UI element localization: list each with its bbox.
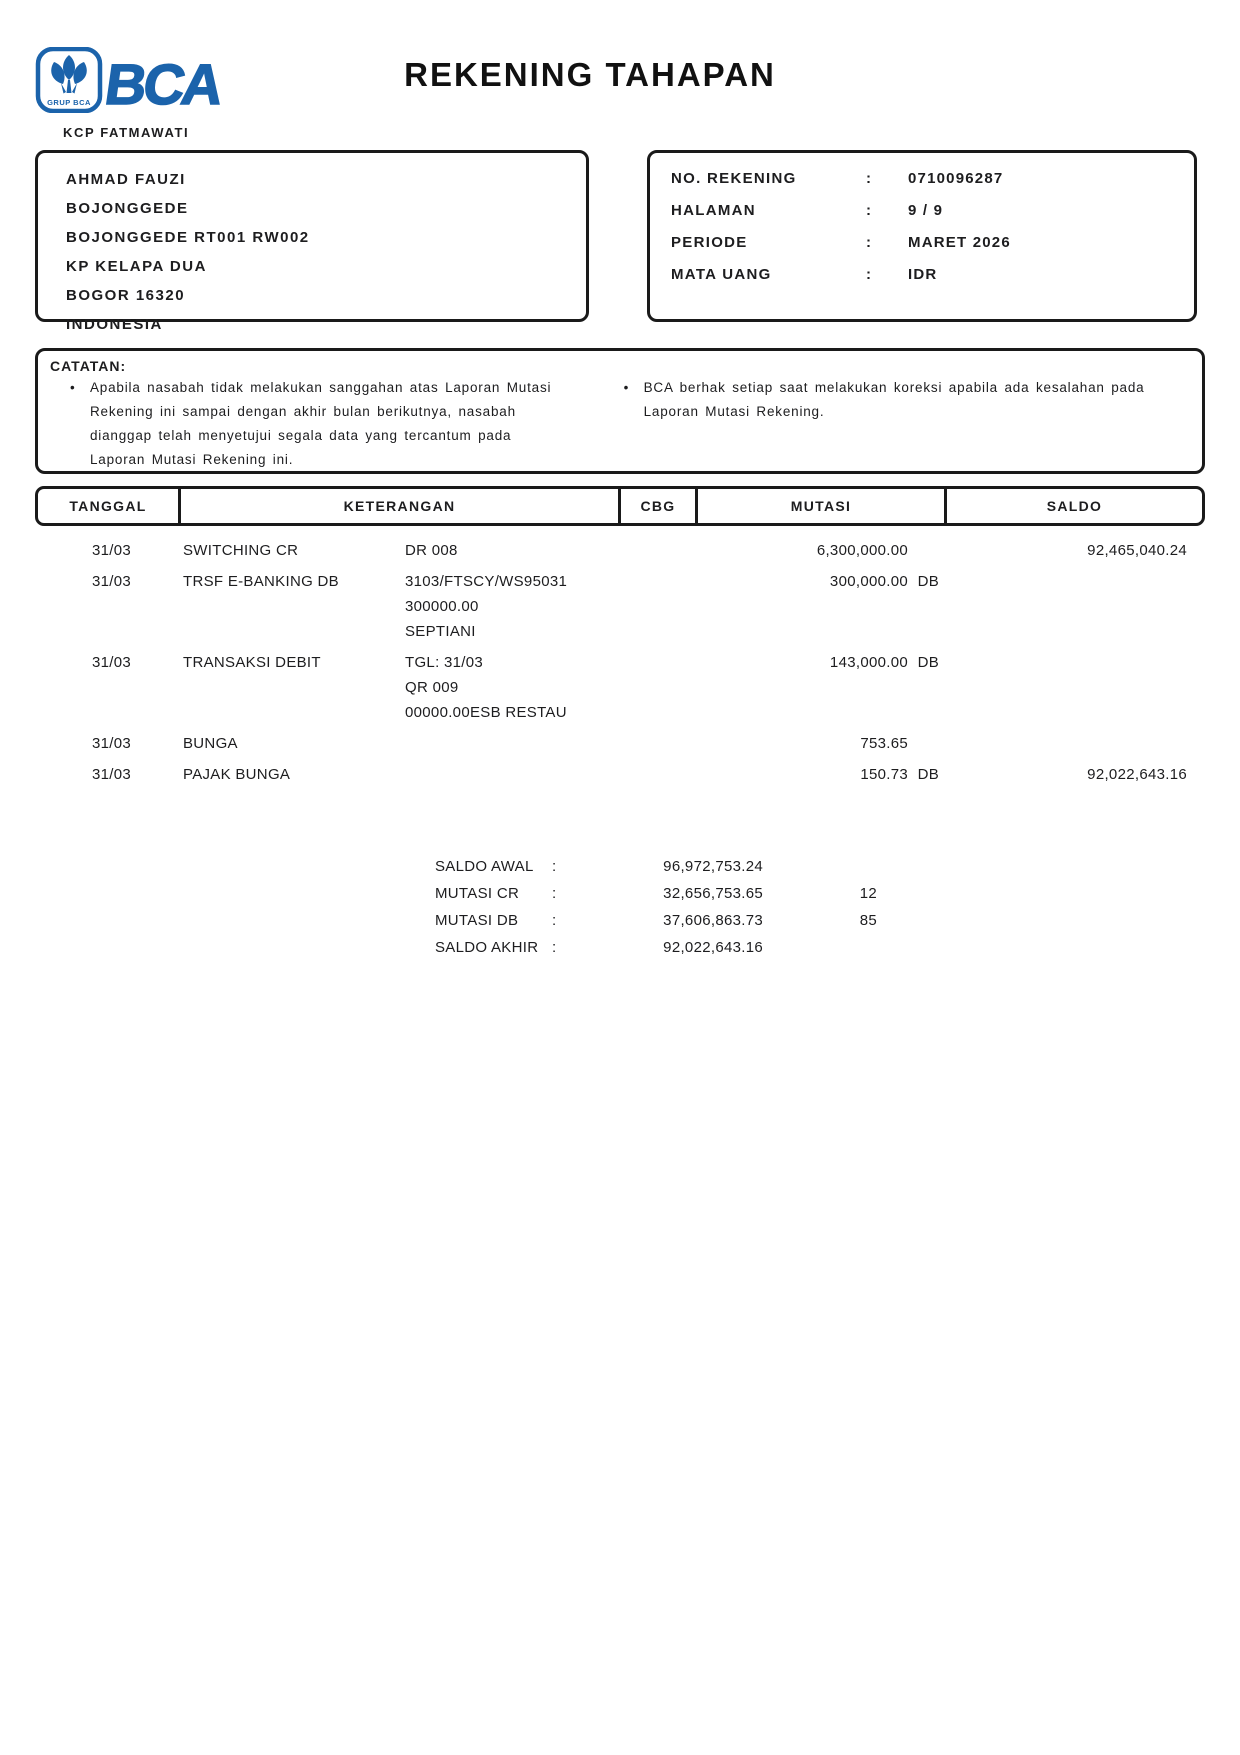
summary-count — [763, 853, 877, 880]
cell-mutasi-dbcr: DB — [917, 766, 939, 783]
notes-box — [35, 348, 1205, 474]
detail-line: SEPTIANI — [405, 623, 476, 640]
cell-detail — [405, 762, 735, 787]
customer-address-box — [35, 150, 589, 333]
cell-tanggal: 31/03 — [92, 573, 132, 590]
cell-saldo — [939, 569, 1187, 644]
table-row — [35, 569, 1205, 644]
detail-line: DR 008 — [405, 542, 458, 559]
customer-address-line: BOJONGGEDE — [66, 200, 189, 217]
cell-detail — [405, 569, 735, 644]
info-row — [35, 150, 1205, 333]
cell-mutasi-amount: 143,000.00 — [829, 654, 908, 671]
cell-detail — [405, 538, 735, 563]
column-header-mutasi: MUTASI — [698, 489, 947, 523]
account-info-value: IDR — [908, 266, 938, 283]
cell-tanggal: 31/03 — [92, 735, 132, 752]
notes-column-right — [624, 376, 1190, 472]
cell-keterangan: SWITCHING CR — [183, 542, 299, 559]
colon-separator: : — [552, 939, 557, 956]
cell-mutasi-dbcr: DB — [917, 573, 939, 590]
cell-tanggal: 31/03 — [92, 766, 132, 783]
cell-keterangan: TRSF E-BANKING DB — [183, 573, 339, 590]
colon-separator: : — [552, 885, 557, 902]
statement-header — [35, 0, 1205, 113]
summary-amount: 92,022,643.16 — [663, 939, 763, 956]
customer-address-line: KP KELAPA DUA — [66, 258, 207, 275]
table-row — [35, 762, 1205, 787]
detail-line: 3103/FTSCY/WS95031 — [405, 573, 568, 590]
account-info-row — [671, 259, 1194, 291]
column-header-tanggal: TANGGAL — [38, 489, 181, 523]
cell-keterangan: TRANSAKSI DEBIT — [183, 654, 321, 671]
account-info-label: NO. REKENING — [671, 170, 797, 187]
column-header-keterangan: KETERANGAN — [181, 489, 621, 523]
note-item: • Apabila nasabah tidak melakukan sanggahan atas Laporan Mutasi Rekening ini sampai dengan akhir bulan berikutnya, nasabah dianggap telah menyetujui segala data yang tercantum pada Laporan Mutasi Rekening ini. — [70, 376, 569, 472]
account-info-value: 0710096287 — [908, 170, 1004, 187]
column-header-saldo: SALDO — [1046, 498, 1103, 514]
customer-address-line: INDONESIA — [66, 316, 163, 333]
account-info-label: MATA UANG — [671, 266, 772, 283]
table-row — [35, 731, 1205, 756]
account-info-box — [647, 150, 1197, 322]
detail-line: 00000.00ESB RESTAU — [405, 704, 567, 721]
summary-row — [435, 853, 1205, 880]
detail-line: 300000.00 — [405, 598, 479, 615]
cell-mutasi-dbcr — [908, 731, 939, 756]
summary-row — [435, 880, 1205, 907]
cell-mutasi-amount: 753.65 — [860, 735, 908, 752]
bca-logo-emblem — [38, 49, 100, 111]
cell-tanggal: 31/03 — [92, 542, 132, 559]
cell-mutasi-dbcr: DB — [917, 654, 939, 671]
cell-tanggal: 31/03 — [92, 654, 132, 671]
note-item: • BCA berhak setiap saat melakukan koreksi apabila ada kesalahan pada Laporan Mutasi Rekening. — [624, 376, 1190, 424]
account-info-row — [671, 227, 1194, 259]
cell-saldo — [939, 650, 1187, 725]
colon-separator: : — [552, 912, 557, 929]
bca-logo — [35, 47, 227, 113]
summary-count — [763, 934, 877, 961]
customer-address-line: AHMAD FAUZI — [66, 171, 186, 188]
detail-line: QR 009 — [405, 679, 459, 696]
cell-mutasi-dbcr — [908, 538, 939, 563]
account-info-value: MARET 2026 — [908, 234, 1011, 251]
account-info-row — [671, 195, 1194, 227]
customer-address-line: BOGOR 16320 — [66, 287, 186, 304]
cell-detail — [405, 731, 735, 756]
summary-amount: 96,972,753.24 — [663, 858, 763, 875]
summary-amount: 32,656,753.65 — [663, 885, 763, 902]
account-info-value: 9 / 9 — [908, 202, 944, 219]
summary-label: MUTASI CR — [435, 885, 520, 902]
table-header-row — [35, 486, 1205, 526]
logo-wordmark: BCA — [101, 53, 225, 113]
logo-subtext: GRUP BCA — [47, 98, 91, 107]
summary-row — [435, 907, 1205, 934]
cell-keterangan: PAJAK BUNGA — [183, 766, 291, 783]
cell-mutasi-amount: 300,000.00 — [829, 573, 908, 590]
branch-name: KCP FATMAWATI — [63, 125, 190, 140]
page-title: REKENING TAHAPAN — [404, 56, 776, 93]
detail-line: TGL: 31/03 — [405, 654, 484, 671]
colon-separator: : — [866, 202, 871, 219]
cell-mutasi-amount: 6,300,000.00 — [816, 542, 908, 559]
column-header-cbg: CBG — [621, 489, 698, 523]
account-info-label: HALAMAN — [671, 202, 756, 219]
balance-summary — [435, 853, 1205, 961]
notes-columns — [50, 376, 1190, 472]
summary-row — [435, 934, 1205, 961]
summary-label: SALDO AKHIR — [435, 939, 539, 956]
colon-separator: : — [866, 266, 871, 283]
table-row — [35, 650, 1205, 725]
summary-amount: 37,606,863.73 — [663, 912, 763, 929]
colon-separator: : — [866, 170, 871, 187]
account-info-row — [671, 163, 1194, 195]
summary-label: MUTASI DB — [435, 912, 519, 929]
notes-column-left — [70, 376, 569, 472]
summary-label: SALDO AWAL — [435, 858, 534, 875]
account-info-label: PERIODE — [671, 234, 748, 251]
table-row — [35, 538, 1205, 563]
colon-separator: : — [552, 858, 557, 875]
cell-saldo — [939, 731, 1187, 756]
colon-separator: : — [866, 234, 871, 251]
cell-saldo: 92,022,643.16 — [1087, 766, 1187, 783]
summary-count: 12 — [859, 885, 877, 902]
summary-count: 85 — [859, 912, 877, 929]
notes-title: CATATAN: — [50, 358, 127, 374]
customer-address-line: BOJONGGEDE RT001 RW002 — [66, 229, 310, 246]
cell-keterangan: BUNGA — [183, 735, 238, 752]
cell-saldo: 92,465,040.24 — [1087, 542, 1187, 559]
table-body — [35, 538, 1205, 787]
cell-mutasi-amount: 150.73 — [860, 766, 908, 783]
cell-detail — [405, 650, 735, 725]
